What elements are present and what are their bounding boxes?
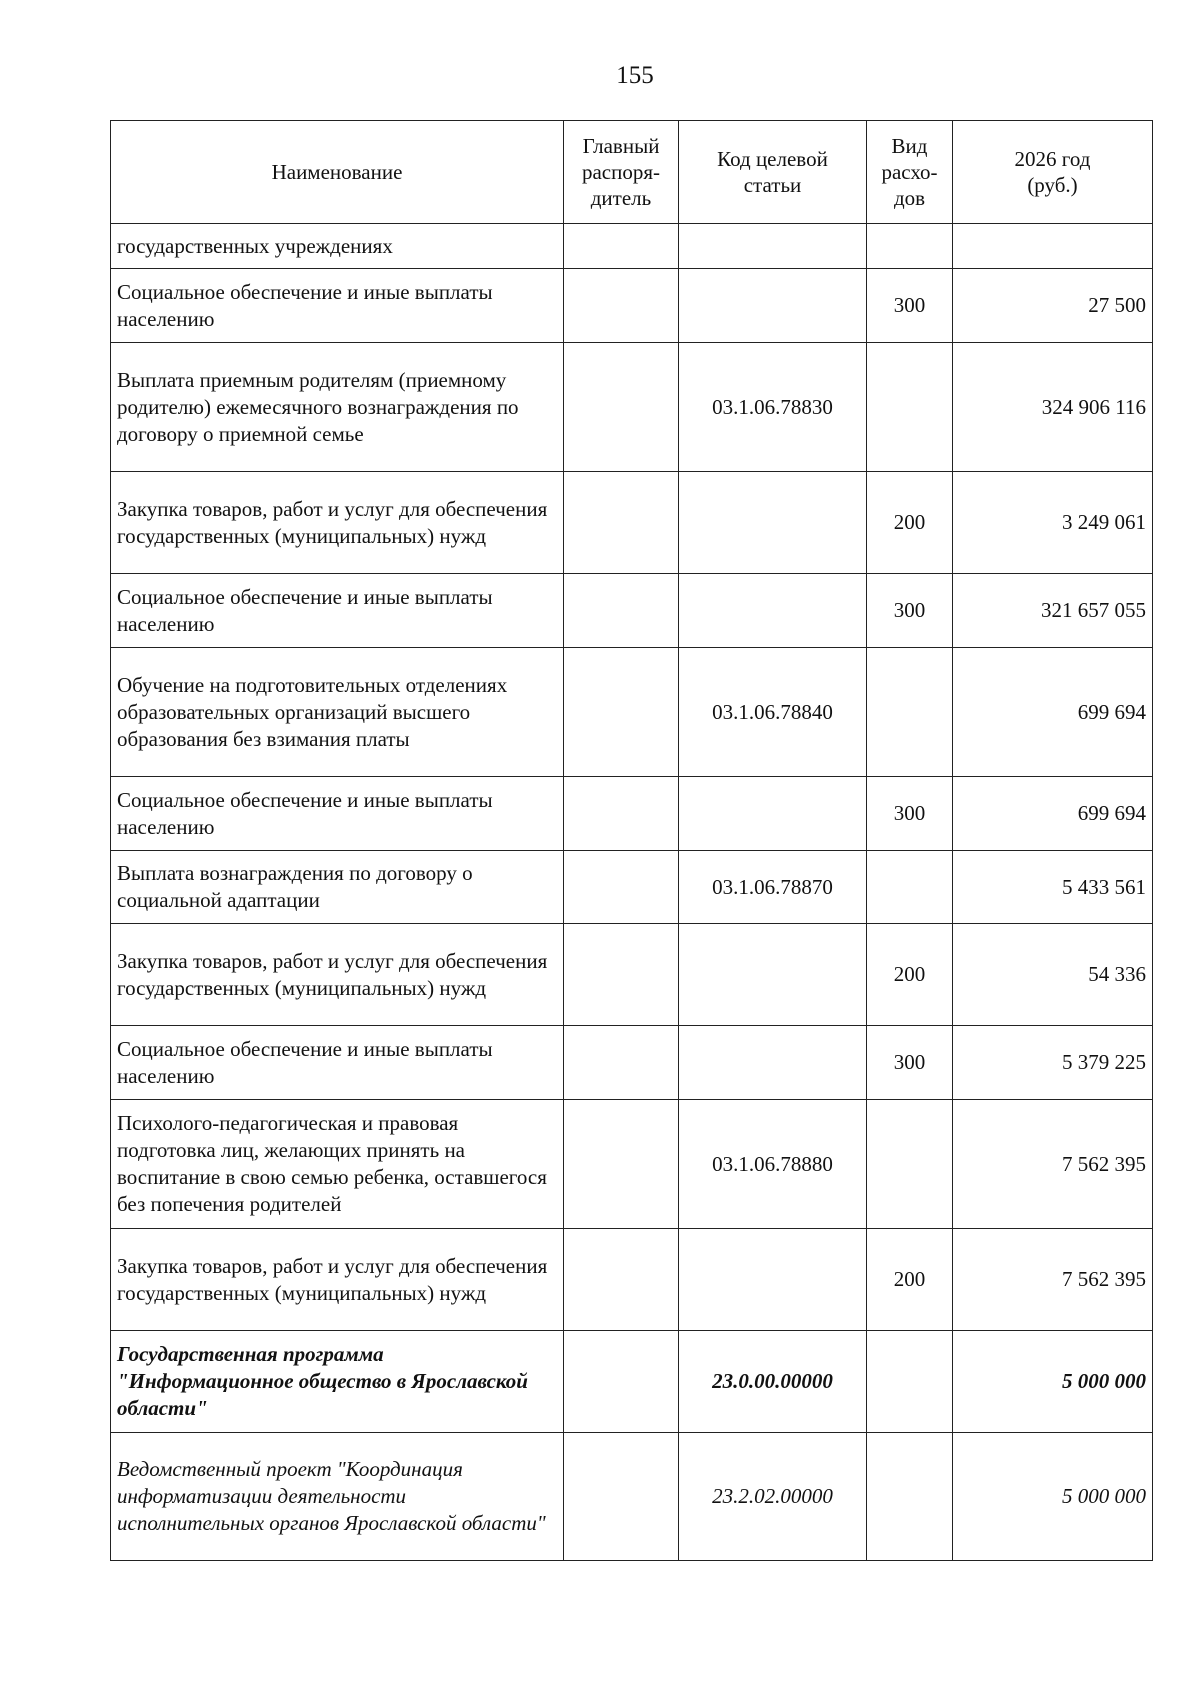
table-row: [111, 224, 1153, 269]
row-amount: 324 906 116: [953, 343, 1153, 472]
table-row: [111, 472, 1153, 574]
row-amount: 54 336: [953, 924, 1153, 1026]
table-row: [111, 269, 1153, 343]
header-name: Наименование: [111, 121, 564, 224]
row-amount: 699 694: [953, 648, 1153, 777]
row-admin: [564, 924, 679, 1026]
row-amount: [953, 224, 1153, 269]
row-admin: [564, 777, 679, 851]
row-code: 23.2.02.00000: [679, 1433, 867, 1561]
row-kind: [867, 648, 953, 777]
row-code: [679, 1229, 867, 1331]
row-amount: 7 562 395: [953, 1100, 1153, 1229]
row-kind: 200: [867, 472, 953, 574]
row-kind: 300: [867, 574, 953, 648]
row-code: [679, 1026, 867, 1100]
row-amount: 27 500: [953, 269, 1153, 343]
row-amount: 5 000 000: [953, 1331, 1153, 1433]
row-code: 03.1.06.78880: [679, 1100, 867, 1229]
row-kind: [867, 1331, 953, 1433]
row-name: Закупка товаров, работ и услуг для обеспечения государственных (муниципальных) нужд: [111, 1229, 564, 1331]
row-admin: [564, 472, 679, 574]
row-kind: 300: [867, 269, 953, 343]
table-row: [111, 1100, 1153, 1229]
row-name: Обучение на подготовительных отделениях образовательных организаций высшего образования без взимания платы: [111, 648, 564, 777]
row-admin: [564, 1433, 679, 1561]
row-admin: [564, 1229, 679, 1331]
budget-table: [110, 120, 1153, 1561]
header-amount: 2026 год (руб.): [953, 121, 1153, 224]
table-row-project: [111, 1433, 1153, 1561]
table-row: [111, 343, 1153, 472]
row-amount: 321 657 055: [953, 574, 1153, 648]
row-name: Закупка товаров, работ и услуг для обеспечения государственных (муниципальных) нужд: [111, 924, 564, 1026]
header-kind: Вид расхо-дов: [867, 121, 953, 224]
row-name: Социальное обеспечение и иные выплаты населению: [111, 269, 564, 343]
row-kind: [867, 1100, 953, 1229]
row-name: Социальное обеспечение и иные выплаты населению: [111, 574, 564, 648]
row-code: [679, 574, 867, 648]
table-row: [111, 1229, 1153, 1331]
table-row: [111, 924, 1153, 1026]
row-name: Социальное обеспечение и иные выплаты населению: [111, 1026, 564, 1100]
row-amount: 7 562 395: [953, 1229, 1153, 1331]
header-admin: Главный распоря-дитель: [564, 121, 679, 224]
row-kind: 300: [867, 1026, 953, 1100]
table-row: [111, 777, 1153, 851]
row-code: 03.1.06.78840: [679, 648, 867, 777]
row-admin: [564, 269, 679, 343]
row-admin: [564, 648, 679, 777]
row-admin: [564, 574, 679, 648]
table-row: [111, 574, 1153, 648]
row-admin: [564, 1331, 679, 1433]
row-kind: 200: [867, 1229, 953, 1331]
table-row: [111, 1026, 1153, 1100]
row-admin: [564, 1026, 679, 1100]
row-code: [679, 777, 867, 851]
row-name: Психолого-педагогическая и правовая подготовка лиц, желающих принять на воспитание в свою семью ребенка, оставшегося без попечения родителей: [111, 1100, 564, 1229]
row-kind: 200: [867, 924, 953, 1026]
row-name: Выплата приемным родителям (приемному родителю) ежемесячного вознаграждения по договору о приемной семье: [111, 343, 564, 472]
table-row-program: [111, 1331, 1153, 1433]
row-name: Закупка товаров, работ и услуг для обеспечения государственных (муниципальных) нужд: [111, 472, 564, 574]
row-kind: [867, 224, 953, 269]
row-name: Социальное обеспечение и иные выплаты населению: [111, 777, 564, 851]
row-admin: [564, 343, 679, 472]
row-admin: [564, 1100, 679, 1229]
row-code: 03.1.06.78870: [679, 851, 867, 924]
row-code: [679, 924, 867, 1026]
row-code: 23.0.00.00000: [679, 1331, 867, 1433]
row-code: 03.1.06.78830: [679, 343, 867, 472]
row-admin: [564, 224, 679, 269]
row-amount: 3 249 061: [953, 472, 1153, 574]
row-name: Ведомственный проект "Координация информатизации деятельности исполнительных органов Ярославской области": [111, 1433, 564, 1561]
row-kind: 300: [867, 777, 953, 851]
row-kind: [867, 851, 953, 924]
table-header-row: [111, 121, 1153, 224]
row-kind: [867, 343, 953, 472]
row-amount: 5 433 561: [953, 851, 1153, 924]
row-code: [679, 269, 867, 343]
page-number: 155: [616, 62, 654, 89]
header-code: Код целевой статьи: [679, 121, 867, 224]
row-amount: 5 000 000: [953, 1433, 1153, 1561]
table-row: [111, 648, 1153, 777]
row-name: государственных учреждениях: [111, 224, 564, 269]
row-kind: [867, 1433, 953, 1561]
row-name: Государственная программа "Информационное общество в Ярославской области": [111, 1331, 564, 1433]
row-name: Выплата вознаграждения по договору о социальной адаптации: [111, 851, 564, 924]
row-code: [679, 224, 867, 269]
row-admin: [564, 851, 679, 924]
table-row: [111, 851, 1153, 924]
row-amount: 699 694: [953, 777, 1153, 851]
row-code: [679, 472, 867, 574]
row-amount: 5 379 225: [953, 1026, 1153, 1100]
